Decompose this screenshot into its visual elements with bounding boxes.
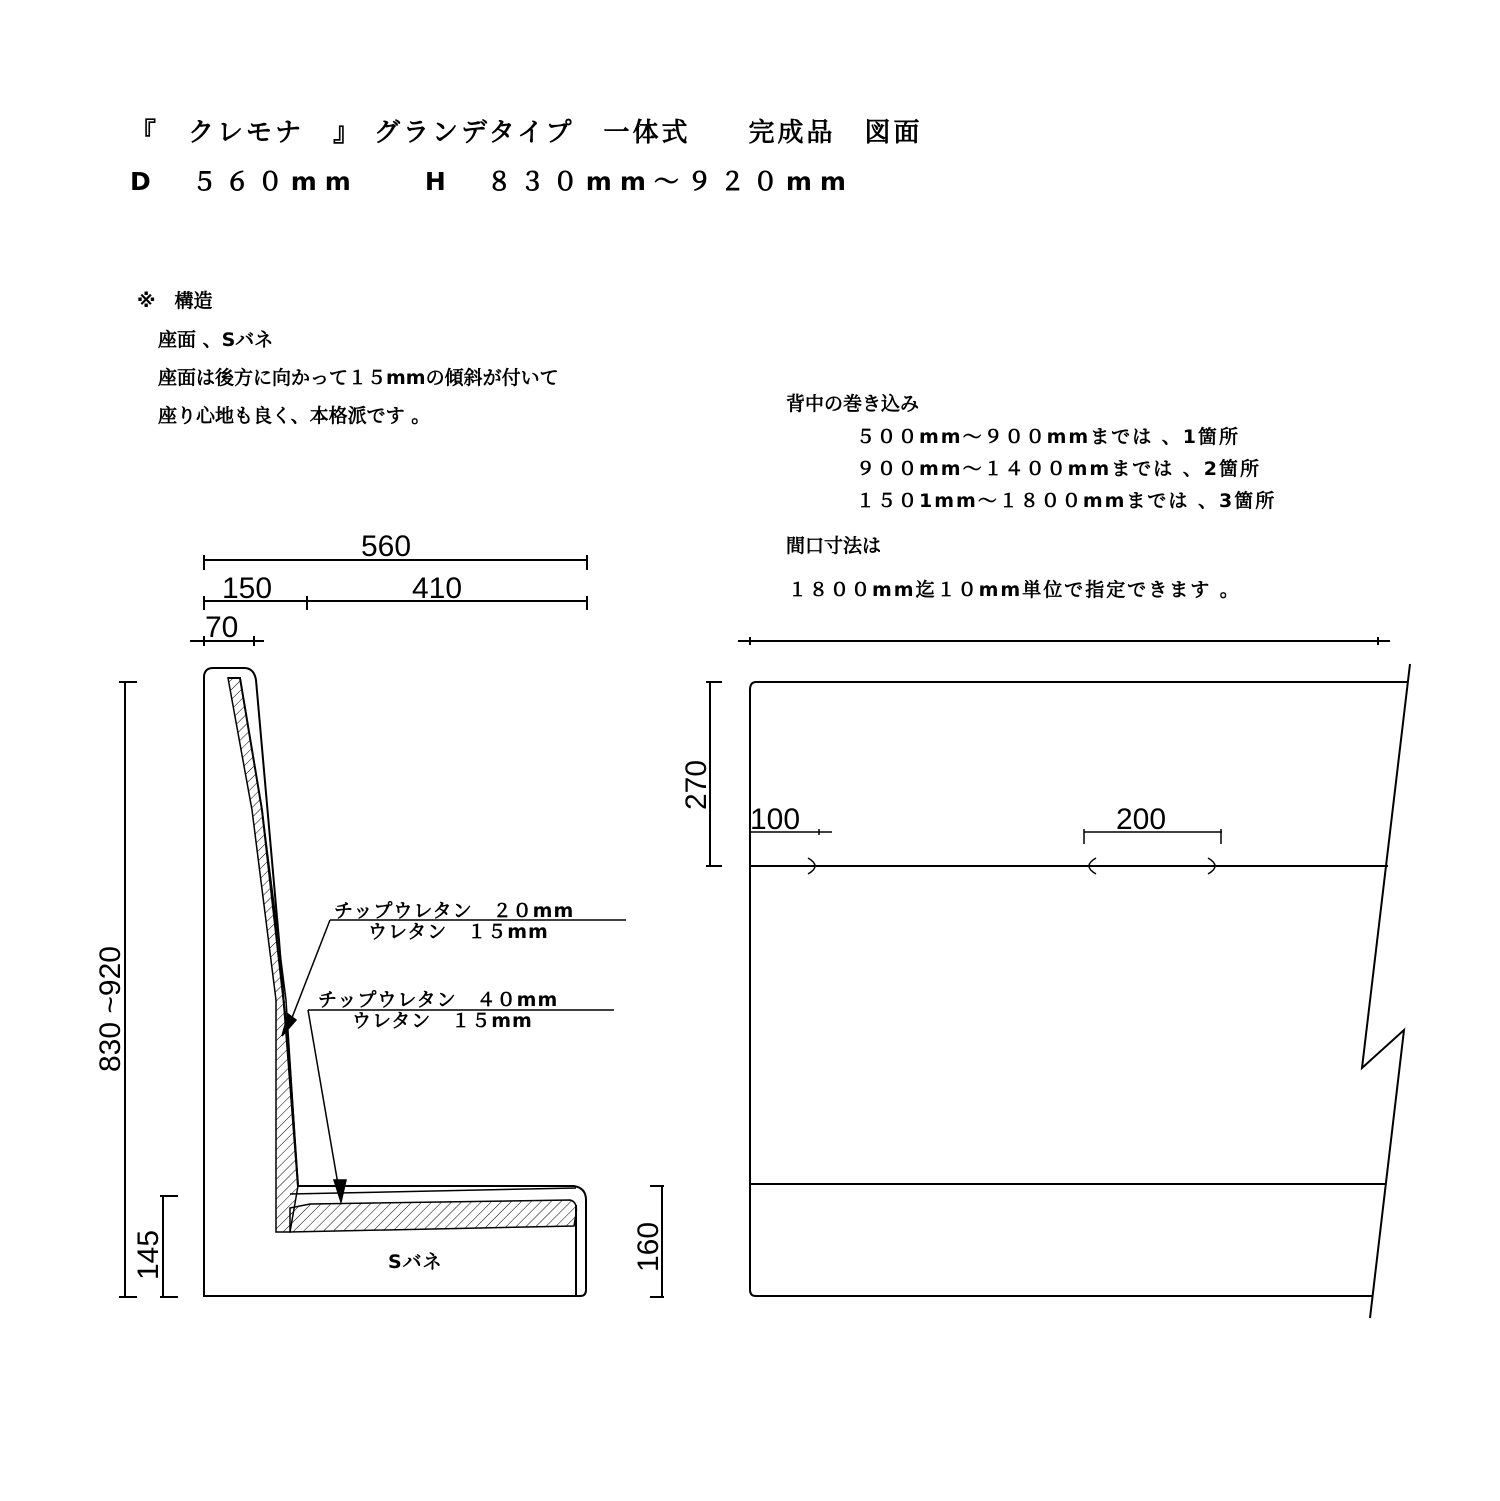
structure-heading: ※ 構造 — [137, 290, 213, 312]
structure-line-2: 座面は後方に向かって１５mmの傾斜が付いて — [158, 367, 559, 389]
leader-seat — [308, 1010, 614, 1202]
dim-line-width — [738, 637, 1390, 645]
dim-seat-height-front: 160 — [632, 1221, 665, 1272]
label-s-spring: Sバネ — [388, 1251, 443, 1273]
dim-height: 830 ~920 — [94, 946, 127, 1072]
dim-top: 70 — [205, 611, 239, 644]
back-roll-item-3: １５０1mm～１８００mmまでは 、3箇所 — [856, 490, 1277, 512]
label-seat-urethane: ウレタン １５mm — [352, 1010, 533, 1032]
dim-roll-width: 200 — [1116, 803, 1167, 836]
dim-back-panel: 270 — [680, 759, 713, 810]
dim-back-depth: 150 — [222, 572, 273, 605]
label-seat-chip-urethane: チップウレタン ４０mm — [318, 989, 559, 1011]
front-view — [650, 637, 1410, 1318]
label-back-urethane: ウレタン １５mm — [368, 921, 549, 943]
width-heading: 間口寸法は — [786, 535, 882, 557]
drawing-dimensions: D ５６０mm H ８３０mm～９２０mm — [130, 167, 854, 196]
dim-roll-offset: 100 — [750, 803, 801, 836]
width-text: １８００mm迄１０mm単位で指定できます 。 — [788, 579, 1241, 601]
dim-total-depth: 560 — [361, 530, 412, 563]
front-panel-outline — [750, 682, 1408, 1296]
label-back-chip-urethane: チップウレタン ２０mm — [334, 900, 575, 922]
drawing-title: 『 クレモナ 』 グランデタイプ 一体式 完成品 図面 — [130, 118, 923, 148]
structure-line-3: 座り心地も良く、本格派です 。 — [158, 405, 431, 427]
dim-seat-height-side: 145 — [132, 1229, 165, 1280]
seat-cushion-hatch — [290, 1200, 576, 1232]
break-line — [1362, 664, 1410, 1318]
back-roll-heading: 背中の巻き込み — [786, 393, 920, 415]
back-roll-item-2: ９００mm～１４００mmまでは 、2箇所 — [856, 458, 1262, 480]
dim-seat-depth: 410 — [412, 572, 463, 605]
back-roll-item-1: ５００mm～９００mmまでは 、1箇所 — [856, 426, 1241, 448]
structure-line-1: 座面 、Sバネ — [158, 329, 274, 351]
